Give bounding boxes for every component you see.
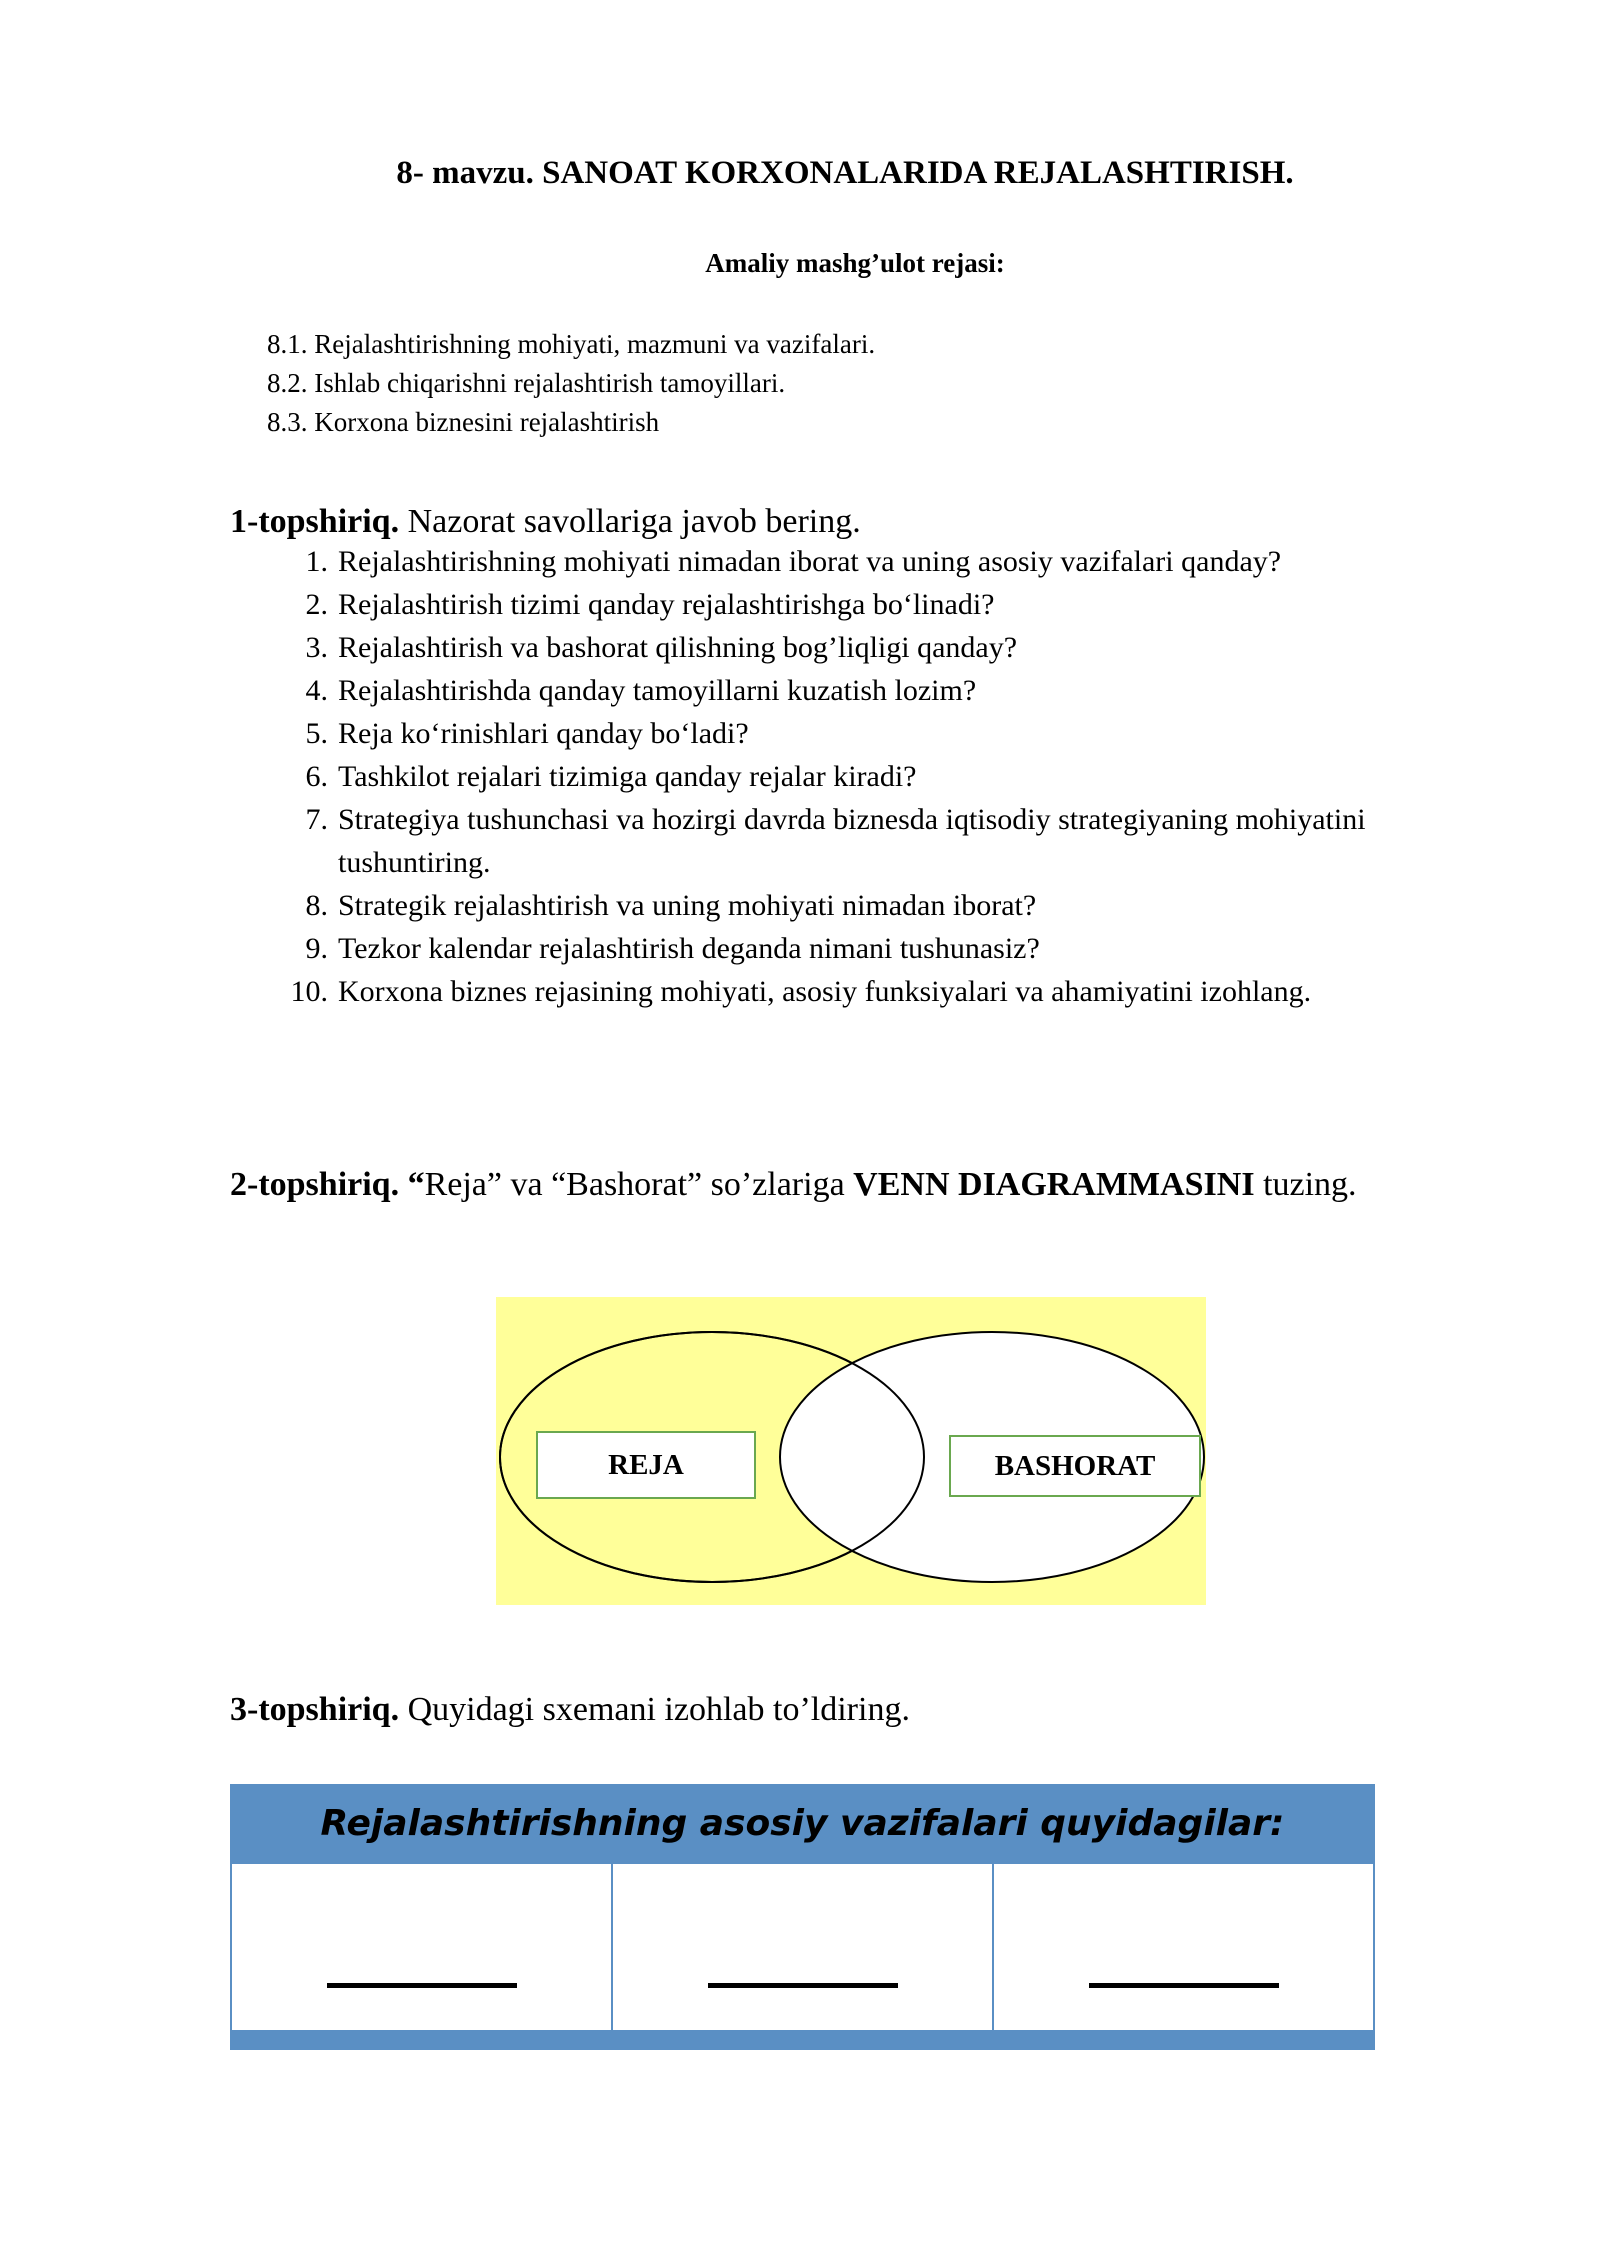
- task-3-heading: [230, 1688, 910, 1732]
- question-text: Reja ko‘rinishlari qanday bo‘ladi?: [338, 717, 749, 750]
- plan-item: 8.1. Rejalashtirishning mohiyati, mazmuni va vazifalari.: [267, 329, 876, 359]
- question-text: Korxona biznes rejasining mohiyati, asosiy funksiyalari va ahamiyatini izohlang.: [338, 975, 1312, 1008]
- question-number: 7.: [305, 803, 328, 836]
- scheme-cell[interactable]: [613, 1864, 992, 2030]
- question-item: [280, 669, 1460, 712]
- task-3-label: 3-topshiriq.: [230, 1691, 400, 1728]
- question-text: Rejalashtirishning mohiyati nimadan iborat va uning asosiy vazifalari qanday?: [338, 545, 1282, 578]
- venn-diagram: [496, 1297, 1206, 1605]
- plan-item: 8.3. Korxona biznesini rejalashtirish: [267, 407, 660, 437]
- question-item: [280, 884, 1460, 927]
- scheme-table: [230, 1784, 1375, 2050]
- question-number: 5.: [305, 717, 328, 750]
- question-text: Tashkilot rejalari tizimiga qanday rejalar kiradi?: [338, 760, 917, 793]
- page-title: 8- mavzu. SANOAT KORXONALARIDA REJALASHTIRISH.: [396, 155, 1294, 191]
- scheme-cells: [232, 1864, 1373, 2030]
- question-number: 6.: [305, 760, 328, 793]
- question-item: [280, 712, 1460, 755]
- task-2-text: Reja” va “Bashorat” so’zlariga: [424, 1166, 854, 1203]
- question-item: [280, 927, 1460, 970]
- question-text: Rejalashtirishda qanday tamoyillarni kuzatish lozim?: [338, 674, 977, 707]
- venn-label-bashorat: BASHORAT: [949, 1435, 1201, 1497]
- scheme-header: Rejalashtirishning asosiy vazifalari quyidagilar:: [320, 1802, 1285, 1844]
- blank-line: [708, 1983, 898, 1988]
- scheme-cell[interactable]: [232, 1864, 611, 2030]
- question-number: 8.: [305, 889, 328, 922]
- question-number: 4.: [305, 674, 328, 707]
- task-1-text: Nazorat savollariga javob bering.: [399, 503, 861, 540]
- question-item: [280, 755, 1460, 798]
- blank-line: [327, 1983, 517, 1988]
- task-2-label: 2-topshiriq. “: [230, 1166, 425, 1203]
- question-text: Rejalashtirish tizimi qanday rejalashtirishga bo‘linadi?: [338, 588, 995, 621]
- question-number: 10.: [290, 975, 328, 1008]
- question-number: 2.: [305, 588, 328, 621]
- task-1-label: 1-topshiriq.: [230, 503, 400, 540]
- question-item: [280, 583, 1460, 626]
- plan-list: [267, 325, 875, 442]
- question-number: 1.: [305, 545, 328, 578]
- scheme-cell[interactable]: [994, 1864, 1373, 2030]
- question-item: [280, 798, 1460, 884]
- question-item: [280, 626, 1460, 669]
- question-number: 9.: [305, 932, 328, 965]
- question-item: [280, 970, 1460, 1013]
- question-item: [280, 540, 1460, 583]
- question-text: Strategiya tushunchasi va hozirgi davrda biznesda iqtisodiy strategiyaning mohiyatini tushuntiring.: [338, 803, 1366, 879]
- task-2-bold: VENN DIAGRAMMASINI: [853, 1166, 1255, 1203]
- venn-label-reja: REJA: [536, 1431, 756, 1499]
- question-text: Rejalashtirish va bashorat qilishning bog’liqligi qanday?: [338, 631, 1018, 664]
- task-1-heading: [230, 500, 861, 544]
- question-text: Tezkor kalendar rejalashtirish deganda nimani tushunasiz?: [338, 932, 1040, 965]
- task-3-text: Quyidagi sxemani izohlab to’ldiring.: [399, 1691, 910, 1728]
- task-2-text-end: tuzing.: [1254, 1166, 1357, 1203]
- task-2-heading: [230, 1163, 1430, 1207]
- plan-item: 8.2. Ishlab chiqarishni rejalashtirish tamoyillari.: [267, 368, 786, 398]
- blank-line: [1089, 1983, 1279, 1988]
- plan-subtitle: Amaliy mashg’ulot rejasi:: [705, 248, 1005, 278]
- question-number: 3.: [305, 631, 328, 664]
- question-text: Strategik rejalashtirish va uning mohiyati nimadan iborat?: [338, 889, 1037, 922]
- question-list: [280, 540, 1460, 1013]
